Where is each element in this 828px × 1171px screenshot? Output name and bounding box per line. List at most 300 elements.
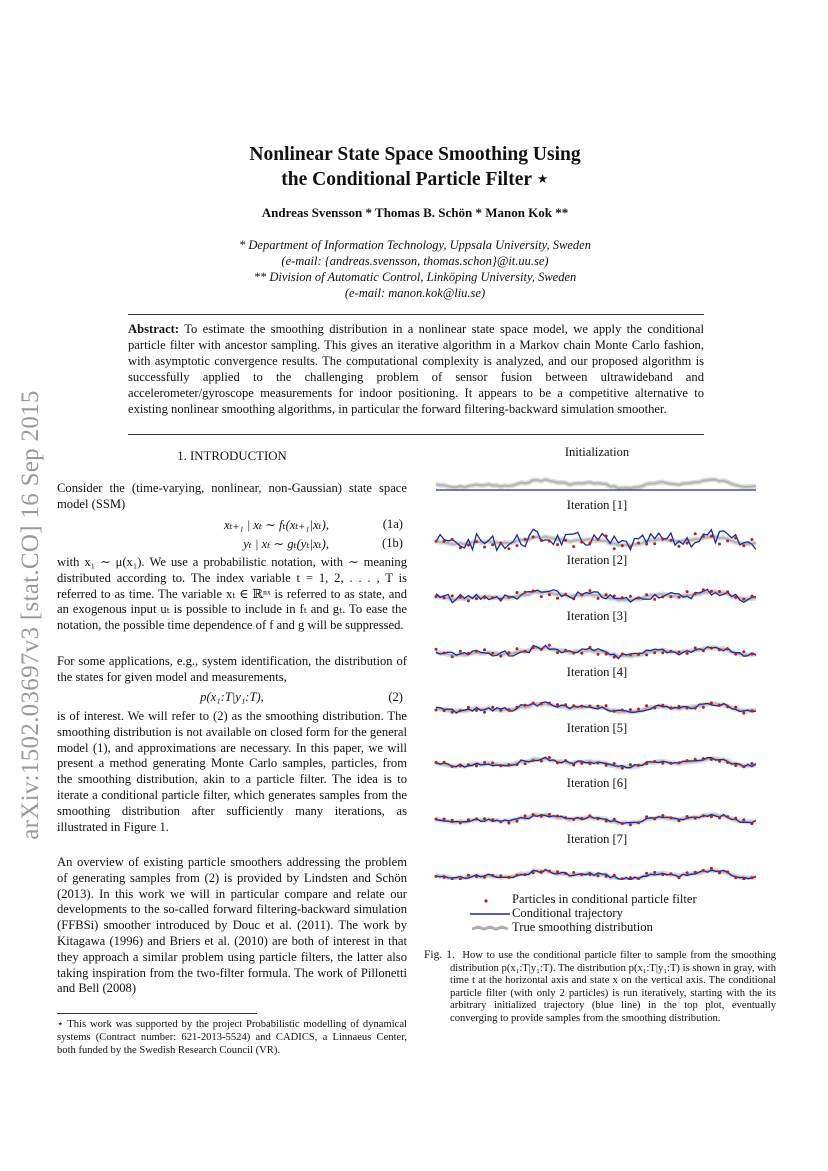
particle-point	[726, 871, 729, 874]
particle-point	[475, 597, 478, 600]
abstract-bottom-rule	[128, 434, 704, 435]
particle-point	[580, 762, 583, 765]
particle-point	[459, 764, 462, 767]
legend-label: Particles in conditional particle filter	[512, 892, 697, 906]
particle-point	[653, 706, 656, 709]
particle-point	[443, 540, 446, 543]
panel-label: Iteration [7]	[566, 832, 628, 846]
particle-point	[605, 704, 608, 707]
particle-point	[613, 710, 616, 713]
particle-point	[686, 542, 689, 545]
particle-point	[669, 650, 672, 653]
particle-point	[507, 651, 510, 654]
panel-label: Iteration [1]	[566, 498, 628, 512]
particle-point	[491, 874, 494, 877]
particle-point	[540, 760, 543, 763]
particle-point	[613, 818, 616, 821]
particle-point	[661, 873, 664, 876]
particle-point	[661, 651, 664, 654]
particle-point	[540, 702, 543, 705]
figure-plots	[432, 460, 762, 880]
particle-point	[629, 595, 632, 598]
particle-point	[499, 655, 502, 658]
particle-point	[750, 709, 753, 712]
particle-point	[507, 822, 510, 825]
particle-point	[467, 652, 470, 655]
particle-point	[710, 647, 713, 650]
particle-point	[742, 765, 745, 768]
particle-point	[540, 870, 543, 873]
particle-point	[645, 815, 648, 818]
affiliation-line: (e-mail: manon.kok@liu.se)	[344, 286, 486, 300]
particle-point	[588, 542, 591, 545]
particle-point	[669, 539, 672, 542]
particle-point	[516, 706, 519, 709]
particle-point	[451, 819, 454, 822]
particle-point	[532, 759, 535, 762]
particle-point	[548, 813, 551, 816]
particle-point	[516, 820, 519, 823]
particle-point	[451, 594, 454, 597]
particle-point	[742, 598, 745, 601]
paragraph: Consider the (time-varying, nonlinear, non-Gaussian) state space model (SSM)	[57, 481, 407, 511]
particle-point	[572, 871, 575, 874]
particle-point	[467, 544, 470, 547]
particle-point	[524, 591, 527, 594]
caption-label: Fig. 1.	[424, 949, 455, 961]
section-heading: 1. INTRODUCTION	[177, 449, 287, 463]
particle-point	[475, 709, 478, 712]
particle-point	[702, 869, 705, 872]
particle-point	[653, 651, 656, 654]
particle-point	[718, 704, 721, 707]
particle-point	[507, 596, 510, 599]
particle-point	[621, 767, 624, 770]
particle-point	[605, 820, 608, 823]
particle-point	[451, 538, 454, 541]
particle-point	[734, 706, 737, 709]
particle-point	[491, 652, 494, 655]
particle-point	[718, 760, 721, 763]
paragraph: is of interest. We will refer to (2) as the smoothing distribution. The smoothing distribution is not available on closed form for the general model (1), and approximations are necessary. In this paper, we will present a method generating Monte Carlo samples, particles, from the smoothing distribution, akin to a particle filter. The idea is to iterate a conditional particle filter, which generates samples from the smoothing distribution after sufficiently many iterations, as illustrated in Figure 1.	[57, 709, 407, 834]
particle-point	[435, 648, 438, 651]
particle-point	[686, 652, 689, 655]
particle-point	[653, 598, 656, 601]
particle-point	[564, 539, 567, 542]
panel-label: Iteration [3]	[566, 609, 628, 623]
particle-point	[556, 761, 559, 764]
particle-point	[491, 761, 494, 764]
particle-point	[475, 875, 478, 878]
particle-point	[556, 543, 559, 546]
particle-point	[564, 872, 567, 875]
particle-point	[645, 872, 648, 875]
particle-point	[532, 871, 535, 874]
particle-point	[742, 650, 745, 653]
particle-point	[483, 546, 486, 549]
particle-point	[613, 874, 616, 877]
equation-1b	[57, 536, 407, 552]
particle-point	[564, 703, 567, 706]
paper-title	[150, 142, 680, 192]
particle-point	[661, 538, 664, 541]
particle-point	[694, 532, 697, 535]
particle-point	[669, 595, 672, 598]
particle-point	[588, 589, 591, 592]
particle-point	[588, 646, 591, 649]
particle-point	[572, 704, 575, 707]
particle-point	[669, 816, 672, 819]
particle-point	[483, 817, 486, 820]
legend-row-distribution	[470, 920, 697, 934]
paragraph: For some applications, e.g., system identification, the distribution of the states for given model and measurements,	[57, 654, 407, 684]
particle-point	[750, 538, 753, 541]
blue-line-icon	[470, 908, 510, 918]
particle-point	[532, 589, 535, 592]
particle-point	[435, 709, 438, 712]
particle-point	[588, 873, 591, 876]
particle-point	[580, 705, 583, 708]
particle-point	[435, 875, 438, 878]
particle-point	[597, 597, 600, 600]
particle-point	[621, 544, 624, 547]
particle-point	[483, 711, 486, 714]
panel-label: Iteration [5]	[566, 721, 628, 735]
particle-point	[597, 874, 600, 877]
particle-point	[694, 646, 697, 649]
particle-point	[459, 546, 462, 549]
particle-dot-icon	[470, 894, 510, 904]
equation-number: (1b)	[382, 536, 403, 550]
particle-point	[645, 593, 648, 596]
abstract	[128, 321, 704, 417]
particle-point	[734, 537, 737, 540]
particle-point	[653, 871, 656, 874]
particle-point	[491, 706, 494, 709]
particle-point	[532, 813, 535, 816]
particle-point	[556, 814, 559, 817]
gray-band-icon	[470, 922, 510, 932]
particle-point	[605, 875, 608, 878]
particle-point	[710, 535, 713, 538]
particle-point	[629, 546, 632, 549]
particle-point	[556, 703, 559, 706]
title-line-2: the Conditional Particle Filter ⋆	[281, 169, 549, 190]
particle-point	[516, 763, 519, 766]
particle-point	[661, 814, 664, 817]
particle-point	[637, 821, 640, 824]
particle-point	[572, 818, 575, 821]
particle-point	[621, 596, 624, 599]
particle-point	[443, 652, 446, 655]
equation-2	[57, 690, 407, 706]
particle-point	[435, 540, 438, 543]
panel-label: Iteration [4]	[566, 665, 628, 679]
particle-point	[443, 709, 446, 712]
particle-point	[435, 761, 438, 764]
equation-number: (1a)	[382, 517, 403, 531]
equation-body: p(x₁:T|y₁:T),	[200, 690, 264, 704]
particle-point	[669, 706, 672, 709]
particle-point	[597, 705, 600, 708]
particle-point	[702, 757, 705, 760]
particle-point	[734, 596, 737, 599]
particle-point	[524, 650, 527, 653]
particle-point	[678, 596, 681, 599]
particle-point	[572, 545, 575, 548]
particle-point	[718, 543, 721, 546]
particle-point	[637, 596, 640, 599]
abstract-label: Abstract:	[128, 322, 180, 336]
particle-point	[499, 820, 502, 823]
particle-point	[580, 594, 583, 597]
particle-point	[443, 596, 446, 599]
legend-label: True smoothing distribution	[512, 920, 653, 934]
particle-point	[443, 761, 446, 764]
particle-point	[451, 711, 454, 714]
particle-point	[532, 536, 535, 539]
particle-point	[451, 765, 454, 768]
particle-point	[540, 815, 543, 818]
particle-point	[621, 709, 624, 712]
particle-point	[467, 818, 470, 821]
particle-point	[718, 648, 721, 651]
particle-point	[507, 763, 510, 766]
particle-point	[629, 823, 632, 826]
particle-point	[710, 702, 713, 705]
particle-point	[726, 815, 729, 818]
particle-point	[726, 647, 729, 650]
particle-point	[556, 597, 559, 600]
particle-point	[694, 707, 697, 710]
particle-point	[669, 872, 672, 875]
particle-point	[483, 648, 486, 651]
particle-point	[734, 876, 737, 879]
particle-point	[686, 871, 689, 874]
particle-point	[734, 653, 737, 656]
particle-point	[678, 761, 681, 764]
particle-point	[645, 762, 648, 765]
particle-point	[580, 541, 583, 544]
footnote-rule	[57, 1013, 257, 1014]
particle-point	[710, 590, 713, 593]
particle-point	[637, 877, 640, 880]
affiliations	[150, 237, 680, 301]
particle-point	[702, 588, 705, 591]
particle-point	[524, 873, 527, 876]
particle-point	[686, 815, 689, 818]
particle-point	[524, 762, 527, 765]
abstract-text: To estimate the smoothing distribution in a nonlinear state space model, we apply the conditional particle filter with ancestor sampling. This gives an iterative algorithm in a Markov chain Monte Carlo fashion, with asymptotic convergence results. The computational complexity is analyzed, and our proposed algorithm is successfully applied to the challenging problem of sensor fusion between ultrawideband and accelerometer/gyroscope measurements for indoor positioning. It appears to be a competitive alternative to existing nonlinear smoothing algorithms, in particular the forward filtering-backward simulation smoother.	[128, 322, 704, 416]
particle-point	[516, 544, 519, 547]
title-line-1: Nonlinear State Space Smoothing Using	[249, 144, 581, 165]
particle-point	[443, 818, 446, 821]
particle-point	[637, 708, 640, 711]
particle-point	[597, 762, 600, 765]
particle-point	[694, 871, 697, 874]
panel-label: Iteration [2]	[566, 553, 628, 567]
particle-point	[548, 644, 551, 647]
particle-point	[524, 814, 527, 817]
particle-point	[540, 539, 543, 542]
panel-label: Initialization	[564, 445, 630, 459]
particle-point	[467, 763, 470, 766]
particle-point	[491, 818, 494, 821]
particle-point	[499, 709, 502, 712]
particle-point	[678, 545, 681, 548]
particle-point	[702, 649, 705, 652]
particle-point	[516, 874, 519, 877]
figure-legend	[470, 892, 697, 934]
particle-point	[467, 874, 470, 877]
particle-point	[605, 534, 608, 537]
particle-point	[507, 876, 510, 879]
particle-point	[750, 822, 753, 825]
particle-point	[564, 593, 567, 596]
particle-point	[564, 816, 567, 819]
particle-point	[597, 653, 600, 656]
particle-point	[694, 758, 697, 761]
particle-point	[686, 707, 689, 710]
particle-point	[637, 653, 640, 656]
particle-point	[661, 704, 664, 707]
particle-point	[718, 871, 721, 874]
particle-point	[459, 822, 462, 825]
particle-point	[653, 760, 656, 763]
particle-point	[605, 764, 608, 767]
particle-point	[645, 543, 648, 546]
particle-point	[637, 541, 640, 544]
particle-point	[443, 876, 446, 879]
particle-point	[726, 761, 729, 764]
affiliation-line: ** Division of Automatic Control, Linköping University, Sweden	[253, 270, 577, 284]
particle-point	[580, 817, 583, 820]
particle-point	[605, 653, 608, 656]
particle-point	[467, 599, 470, 602]
particle-point	[629, 763, 632, 766]
equation-number: (2)	[388, 690, 403, 704]
particle-point	[710, 815, 713, 818]
particle-point	[597, 817, 600, 820]
particle-point	[742, 544, 745, 547]
particle-point	[621, 822, 624, 825]
particle-point	[742, 712, 745, 715]
particle-point	[548, 756, 551, 759]
particle-point	[483, 876, 486, 879]
particle-point	[710, 867, 713, 870]
particle-point	[621, 653, 624, 656]
particle-point	[588, 814, 591, 817]
particle-point	[750, 876, 753, 879]
particle-point	[645, 704, 648, 707]
particle-point	[750, 653, 753, 656]
particle-point	[605, 593, 608, 596]
particle-point	[483, 761, 486, 764]
particle-point	[734, 817, 737, 820]
particle-point	[475, 817, 478, 820]
particle-point	[435, 818, 438, 821]
particle-point	[742, 818, 745, 821]
particle-point	[613, 547, 616, 550]
particle-point	[645, 653, 648, 656]
particle-point	[548, 540, 551, 543]
particle-point	[613, 595, 616, 598]
abstract-top-rule	[128, 314, 704, 315]
particle-point	[532, 646, 535, 649]
particle-point	[540, 648, 543, 651]
particle-point	[491, 543, 494, 546]
particle-point	[580, 652, 583, 655]
particle-point	[718, 817, 721, 820]
particle-point	[499, 598, 502, 601]
particle-point	[564, 759, 567, 762]
particle-point	[702, 814, 705, 817]
arxiv-stamp: arXiv:1502.03697v3 [stat.CO] 16 Sep 2015	[17, 390, 44, 840]
particle-point	[475, 540, 478, 543]
particle-point	[750, 595, 753, 598]
particle-point	[548, 702, 551, 705]
particle-point	[718, 590, 721, 593]
equation-1a	[57, 517, 407, 533]
particle-point	[499, 764, 502, 767]
legend-row-trajectory	[470, 906, 697, 920]
particle-point	[524, 704, 527, 707]
particle-point	[491, 596, 494, 599]
particle-point	[467, 706, 470, 709]
legend-row-particles	[470, 892, 697, 906]
particle-point	[726, 590, 729, 593]
particle-point	[710, 758, 713, 761]
particle-point	[613, 656, 616, 659]
particle-point	[702, 706, 705, 709]
particle-point	[580, 873, 583, 876]
particle-point	[661, 595, 664, 598]
affiliation-line: (e-mail: {andreas.svensson, thomas.schon}@it.uu.se)	[281, 254, 549, 268]
particle-point	[564, 649, 567, 652]
particle-point	[678, 651, 681, 654]
paragraph: with x₁ ∼ μ(x₁). We use a probabilistic notation, with ∼ meaning distributed according to. The index variable t = 1, 2, . . . , T is referred to as time. The variable xₜ ∈ ℝⁿˣ is referred to as state, and an exogenous input uₜ is possible to include in fₜ and gₜ. To ease the notation, the possible time dependence of f and g will be suppressed.	[57, 555, 407, 633]
particle-point	[499, 542, 502, 545]
particle-point	[629, 708, 632, 711]
particle-point	[694, 592, 697, 595]
author-list: Andreas Svensson * Thomas B. Schön * Manon Kok **	[261, 205, 569, 220]
particle-point	[548, 593, 551, 596]
particle-point	[572, 597, 575, 600]
legend-label: Conditional trajectory	[512, 906, 623, 920]
particle-point	[532, 702, 535, 705]
particle-point	[629, 876, 632, 879]
equation-body: yₜ | xₜ ∼ gₜ(yₜ|xₜ),	[243, 537, 329, 551]
particle-point	[459, 709, 462, 712]
particle-point	[726, 539, 729, 542]
paragraph: An overview of existing particle smoothers addressing the problem of generating samples from (2) is provided by Lindsten and Schön (2013). In this work we will in particular compare and relate our developments to the so-called forward filtering-backward simulation (FFBSi) smoother introduced by Douc et al. (2011). The work by Kitagawa (1996) and Briers et al. (2010) are both of interest in that they approach a similar problem using particle filters, the latter also taking inspiration from the two-filter formula. The work of Pillonetti and Bell (2008)	[57, 855, 407, 996]
figure-caption	[424, 949, 776, 1026]
particle-point	[507, 547, 510, 550]
particle-point	[678, 705, 681, 708]
particle-point	[572, 652, 575, 655]
particle-point	[507, 708, 510, 711]
particle-point	[661, 762, 664, 765]
particle-point	[475, 764, 478, 767]
particle-point	[686, 759, 689, 762]
particle-point	[597, 538, 600, 541]
particle-point	[548, 870, 551, 873]
particle-point	[678, 819, 681, 822]
affiliation-line: * Department of Information Technology, Uppsala University, Sweden	[239, 238, 591, 252]
particle-point	[435, 595, 438, 598]
particle-point	[694, 817, 697, 820]
particle-point	[499, 874, 502, 877]
